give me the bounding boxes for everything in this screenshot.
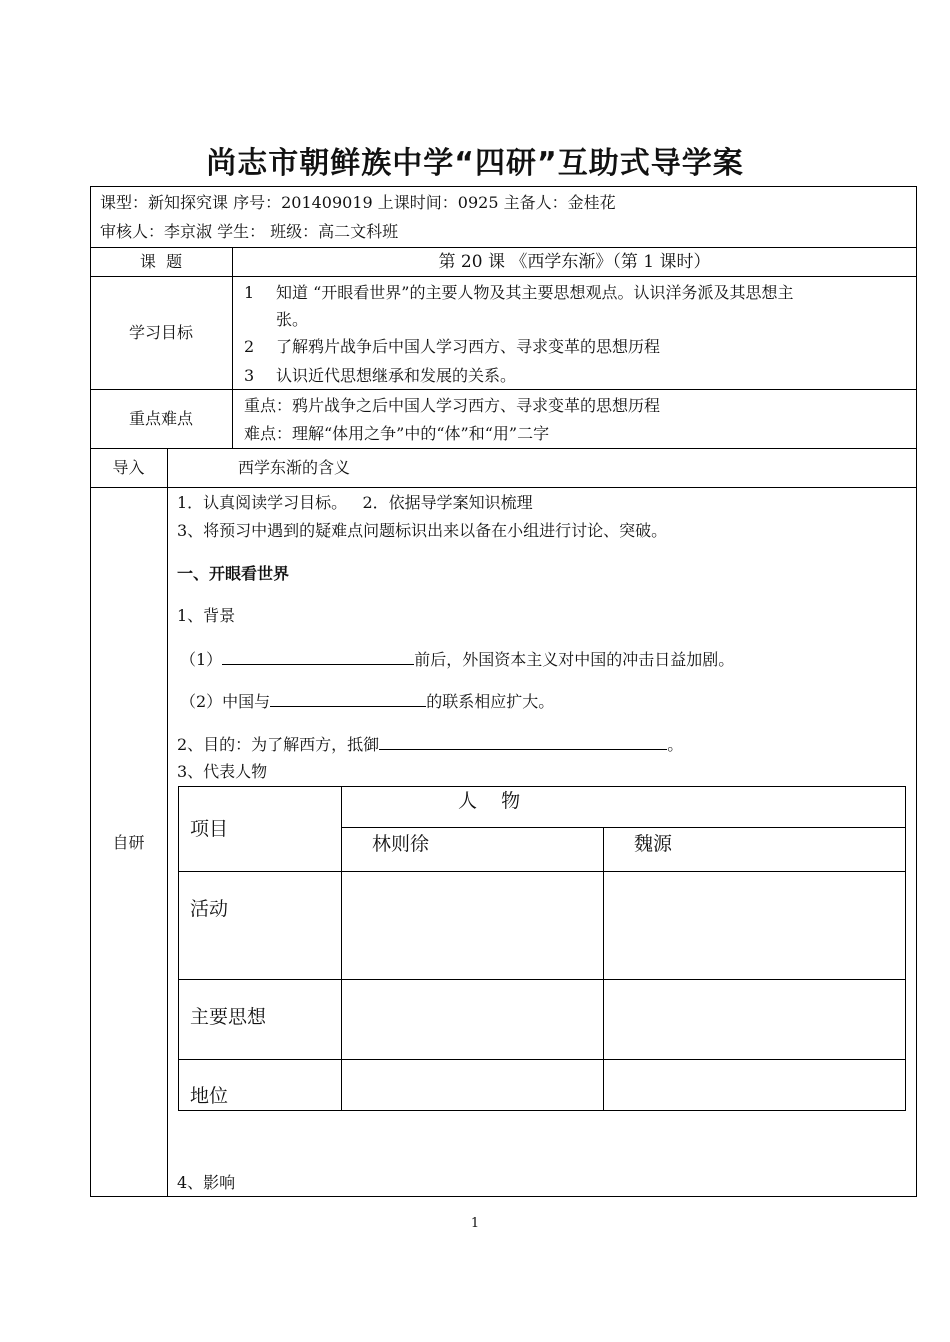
people-table: [178, 786, 906, 1111]
row-label-status: 地位: [190, 1085, 229, 1107]
section-heading: 一、开眼看世界: [177, 564, 290, 583]
key-point: 重点：鸦片战争之后中国人学习西方、寻求变革的思想历程: [244, 396, 661, 415]
background-item-2: [180, 690, 554, 713]
fill-blank[interactable]: [270, 690, 426, 707]
topic-value: 第 20 课 《西学东渐》（第 1 课时）: [438, 252, 711, 272]
header-review-info: 审核人：李京淑 学生： 班级：高二文科班: [100, 222, 399, 241]
goal-number: 3: [244, 366, 255, 385]
study-instruction: 1．认真阅读学习目标。 2．依据导学案知识梳理: [177, 493, 533, 512]
divider: [90, 276, 917, 277]
blank-suffix: 的联系相应扩大。: [426, 692, 555, 711]
intro-label: 导入: [112, 458, 145, 477]
row-label-activity: 活动: [190, 898, 229, 920]
people-header: 人 物: [458, 790, 521, 812]
divider: [90, 448, 917, 449]
row-label-thought: 主要思想: [190, 1006, 267, 1028]
keypoints-label: 重点难点: [128, 409, 193, 428]
divider: [167, 448, 168, 1197]
person-name: 林则徐: [372, 833, 430, 855]
goal-text: 知道 “开眼看世界”的主要人物及其主要思想观点。认识洋务派及其思想主: [276, 283, 794, 302]
divider: [603, 827, 604, 1111]
goal-text: 认识近代思想继承和发展的关系。: [276, 366, 517, 385]
divider: [341, 786, 342, 1111]
divider: [341, 827, 906, 828]
goal-number: 2: [244, 337, 255, 356]
divider: [232, 247, 233, 448]
background-item-1: [180, 648, 734, 671]
divider: [90, 389, 917, 390]
divider: [90, 487, 917, 488]
study-instruction: 3、将预习中遇到的疑难点问题标识出来以备在小组进行讨论、突破。: [177, 521, 668, 540]
goal-number: 1: [244, 283, 255, 302]
blank-prefix: 2、目的：为了解西方，抵御: [177, 735, 380, 754]
divider: [178, 871, 906, 872]
divider: [178, 1059, 906, 1060]
blank-suffix: 。: [667, 735, 684, 754]
blank-prefix: （2）中国与: [180, 692, 271, 711]
item-header: 项目: [190, 818, 229, 840]
page-title: 尚志市朝鲜族中学“四研”互助式导学案: [206, 146, 744, 181]
topic-label: 课 题: [139, 252, 183, 271]
divider: [178, 979, 906, 980]
goal-text-continued: 张。: [276, 310, 309, 329]
page-number: 1: [470, 1216, 480, 1231]
blank-suffix: 前后，外国资本主义对中国的冲击日益加剧。: [414, 650, 735, 669]
header-course-info: 课型：新知探究课 序号：201409019 上课时间：0925 主备人：金桂花: [100, 193, 616, 212]
person-name: 魏源: [634, 833, 673, 855]
fill-blank[interactable]: [379, 733, 667, 750]
people-heading: 3、代表人物: [177, 762, 268, 781]
background-heading: 1、背景: [177, 606, 236, 625]
intro-text: 西学东渐的含义: [238, 458, 351, 477]
fill-blank[interactable]: [222, 648, 414, 665]
divider: [90, 247, 917, 248]
blank-prefix: （1）: [180, 650, 223, 669]
goal-text: 了解鸦片战争后中国人学习西方、寻求变革的思想历程: [276, 337, 661, 356]
study-label: 自研: [112, 833, 145, 852]
goals-label: 学习目标: [128, 323, 193, 342]
purpose-line: [177, 733, 683, 756]
influence-heading: 4、影响: [177, 1173, 236, 1192]
difficult-point: 难点：理解“体用之争”中的“体”和“用”二字: [244, 424, 550, 443]
